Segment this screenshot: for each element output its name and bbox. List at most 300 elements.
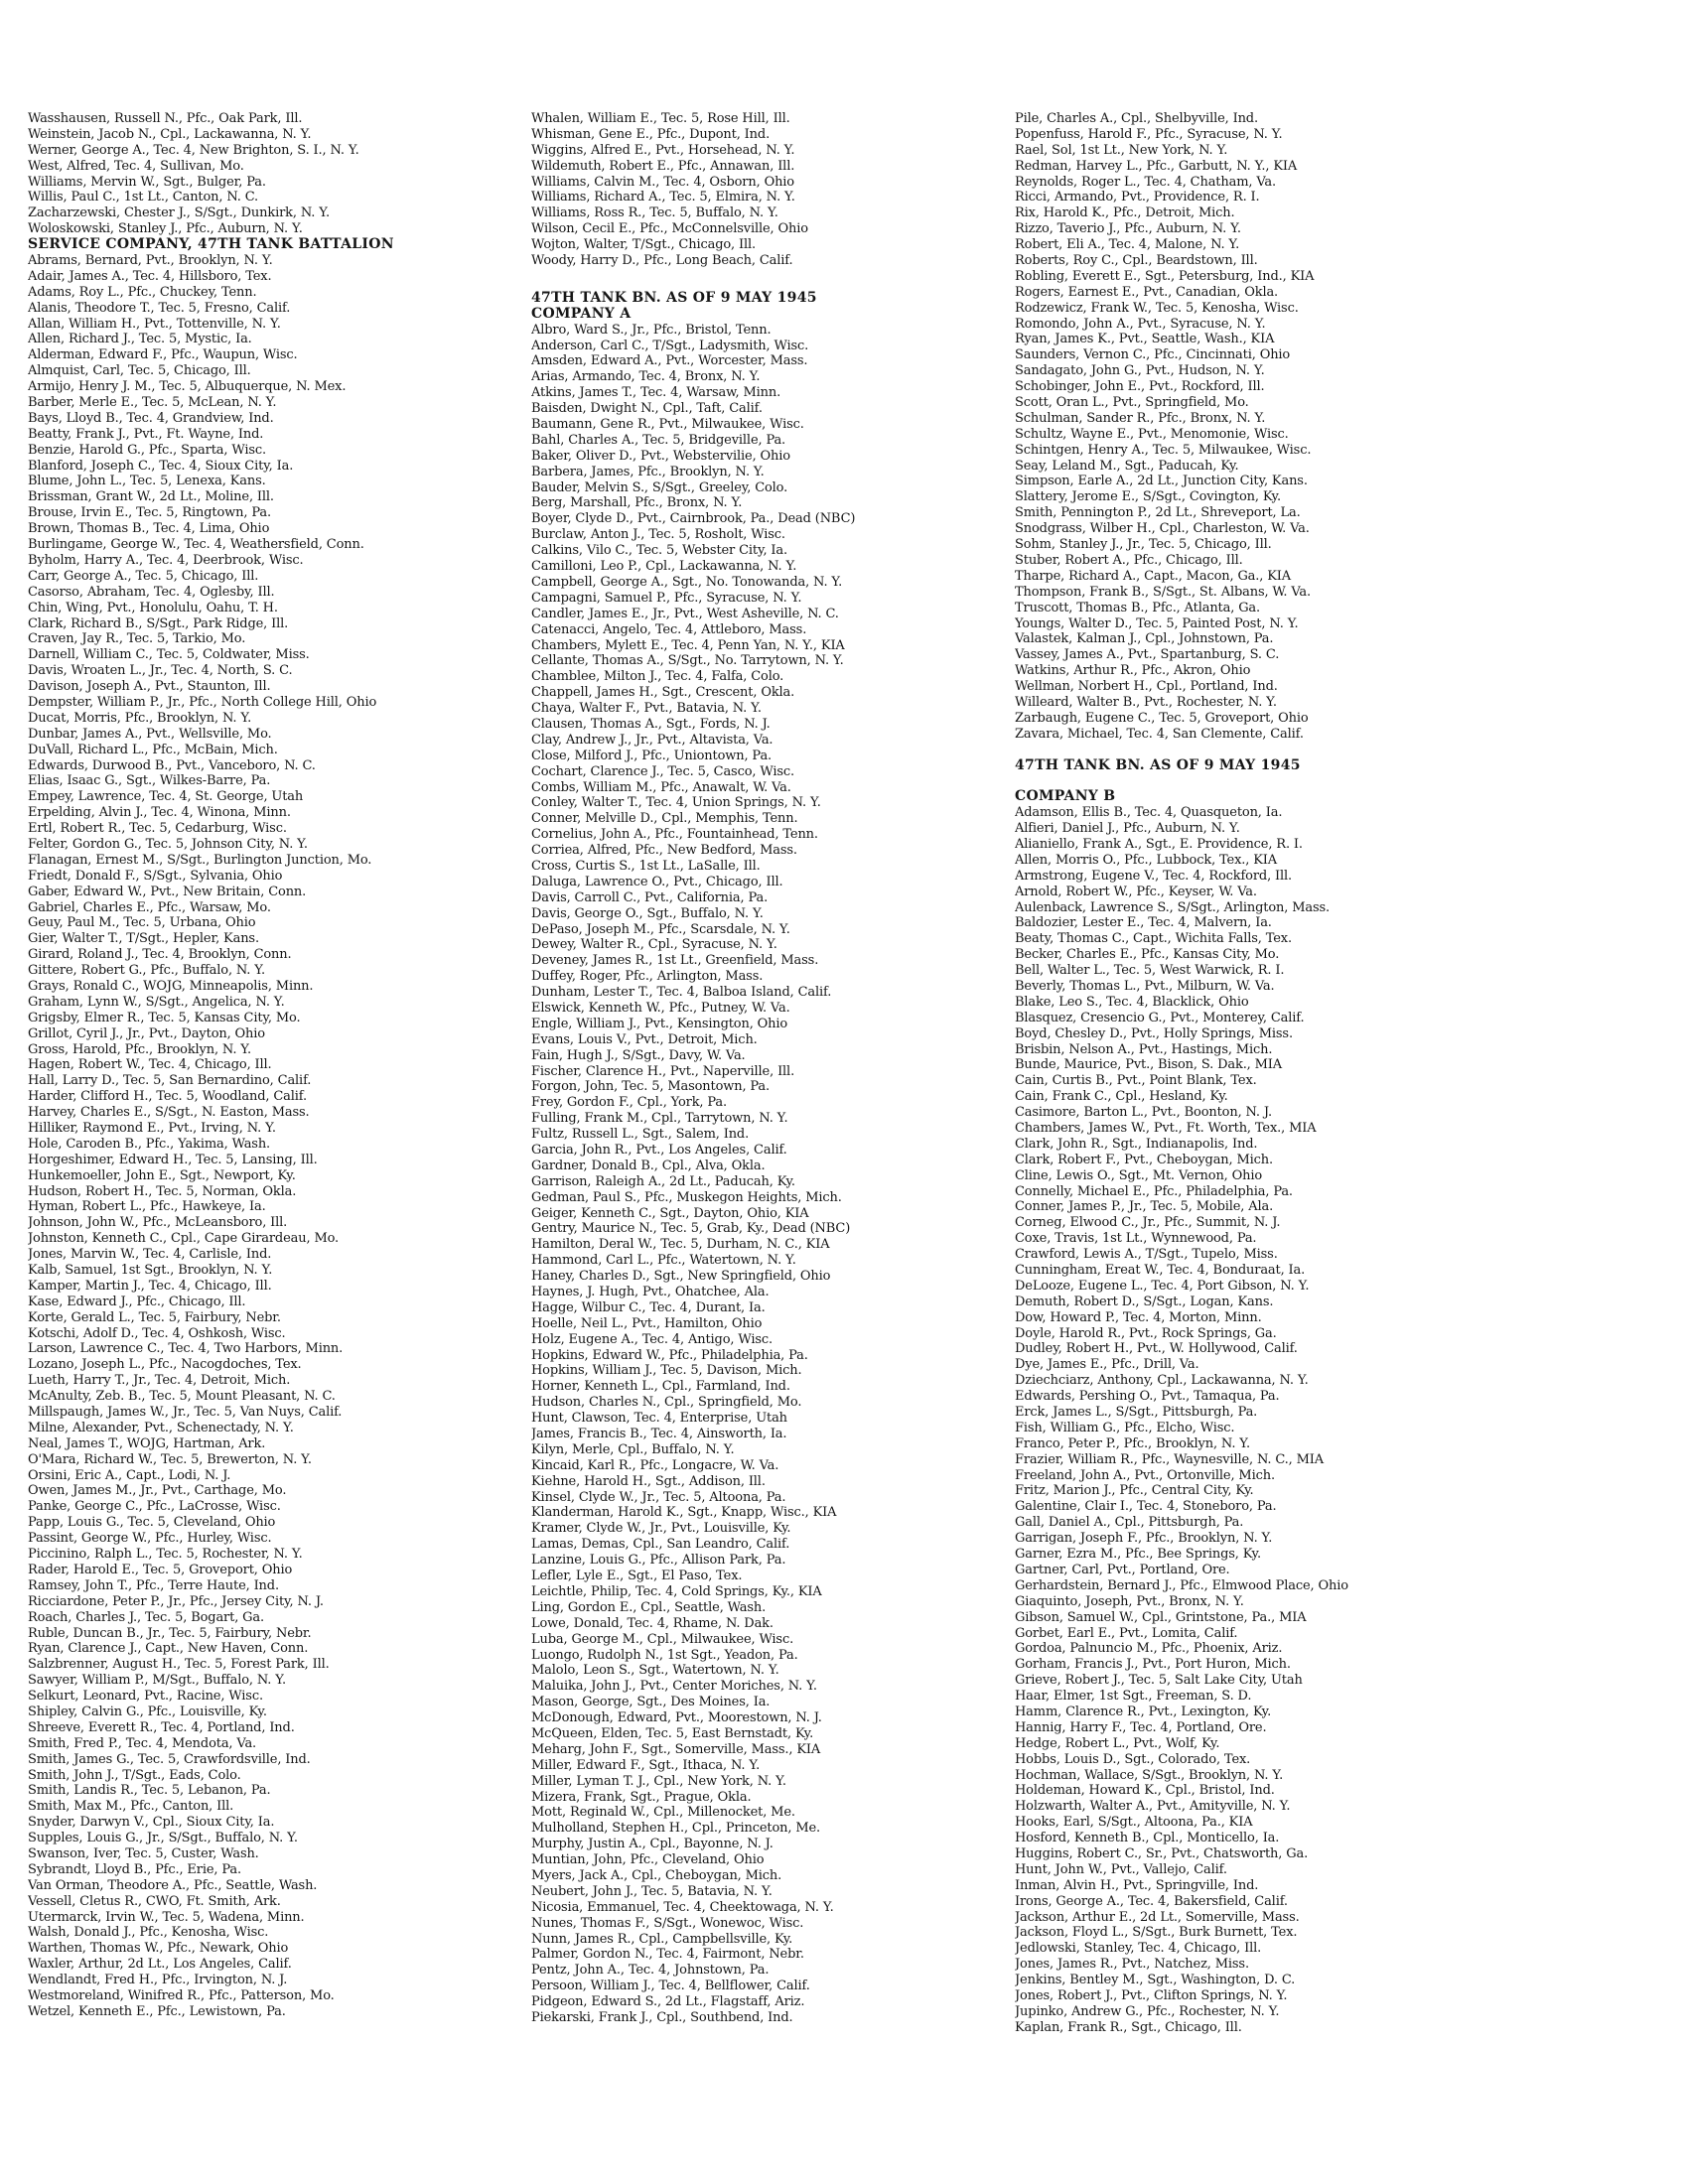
roster-entry: Van Orman, Theodore A., Pfc., Seattle, Wash.: [28, 1877, 318, 1893]
spacer: [1015, 773, 1481, 789]
roster-entry: Lanzine, Louis G., Pfc., Allison Park, Pa.: [531, 1553, 786, 1569]
roster-entry: Cain, Curtis B., Pvt., Point Blank, Tex.: [1015, 1073, 1257, 1089]
roster-entry: Hoelle, Neil L., Pvt., Hamilton, Ohio: [531, 1315, 763, 1331]
roster-entry: Schulman, Sander R., Pfc., Bronx, N. Y.: [1015, 410, 1266, 426]
roster-entry: Redman, Harvey L., Pfc., Garbutt, N. Y., KIA: [1015, 158, 1298, 174]
roster-entry: Valastek, Kalman J., Cpl., Johnstown, Pa.: [1015, 631, 1274, 647]
roster-entry: Wojton, Walter, T/Sgt., Chicago, Ill.: [531, 237, 756, 253]
roster-entry: Hannig, Harry F., Tec. 4, Portland, Ore.: [1015, 1719, 1267, 1735]
roster-entry: Ryan, Clarence J., Capt., New Haven, Conn.: [28, 1641, 309, 1657]
roster-entry: Armstrong, Eugene V., Tec. 4, Rockford, Ill.: [1015, 868, 1293, 884]
roster-entry: Saunders, Vernon C., Pfc., Cincinnati, Ohio: [1015, 347, 1291, 363]
section-heading-service-company: SERVICE COMPANY, 47TH TANK BATTALION: [28, 236, 394, 253]
roster-entry: Wildemuth, Robert E., Pfc., Annawan, Ill.: [531, 158, 795, 174]
roster-entry: Wasshausen, Russell N., Pfc., Oak Park, Ill.: [28, 111, 303, 126]
roster-entry: Coxe, Travis, 1st Lt., Wynnewood, Pa.: [1015, 1231, 1257, 1247]
roster-entry: Cline, Lewis O., Sgt., Mt. Vernon, Ohio: [1015, 1167, 1263, 1183]
roster-entry: Truscott, Thomas B., Pfc., Atlanta, Ga.: [1015, 600, 1261, 615]
roster-entry: Thompson, Frank B., S/Sgt., St. Albans, W. Va.: [1015, 584, 1311, 600]
roster-entry: Larson, Lawrence C., Tec. 4, Two Harbors, Minn.: [28, 1341, 344, 1357]
roster-entry: Werner, George A., Tec. 4, New Brighton, S. I., N. Y.: [28, 142, 359, 158]
roster-entry: Owen, James M., Jr., Pvt., Carthage, Mo.: [28, 1483, 287, 1499]
roster-entry: Nunn, James R., Cpl., Campbellsville, Ky.: [531, 1931, 793, 1947]
section-heading-company-a: COMPANY A: [531, 305, 632, 322]
roster-entry: Jones, Marvin W., Tec. 4, Carlisle, Ind.: [28, 1247, 272, 1263]
roster-entry: Evans, Louis V., Pvt., Detroit, Mich.: [531, 1031, 758, 1047]
roster-entry: Kramer, Clyde W., Jr., Pvt., Louisville, Ky.: [531, 1521, 791, 1537]
roster-entry: Grays, Ronald C., WOJG, Minneapolis, Minn.: [28, 978, 314, 994]
roster-entry: Davis, George O., Sgt., Buffalo, N. Y.: [531, 905, 764, 921]
roster-entry: Hammond, Carl L., Pfc., Watertown, N. Y.: [531, 1253, 796, 1269]
roster-entry: Boyd, Chesley D., Pvt., Holly Springs, Miss.: [1015, 1025, 1293, 1041]
roster-entry: Hobbs, Louis D., Sgt., Colorado, Tex.: [1015, 1751, 1251, 1767]
roster-entry: Mott, Reginald W., Cpl., Millenocket, Me.: [531, 1805, 795, 1821]
roster-entry: Dow, Howard P., Tec. 4, Morton, Minn.: [1015, 1309, 1262, 1325]
roster-entry: Woody, Harry D., Pfc., Long Beach, Calif.: [531, 253, 793, 269]
roster-entry: Ricci, Armando, Pvt., Providence, R. I.: [1015, 190, 1260, 205]
roster-entry: Luba, George M., Cpl., Milwaukee, Wisc.: [531, 1631, 794, 1647]
roster-entry: Ricciardone, Peter P., Jr., Pfc., Jersey City, N. J.: [28, 1593, 324, 1609]
roster-entry: Chin, Wing, Pvt., Honolulu, Oahu, T. H.: [28, 600, 278, 615]
roster-entry: Fischer, Clarence H., Pvt., Naperville, Ill.: [531, 1063, 795, 1079]
roster-entry: Shipley, Calvin G., Pfc., Louisville, Ky.: [28, 1704, 267, 1719]
roster-list-continued: [531, 111, 998, 269]
roster-entry: Hagen, Robert W., Tec. 4, Chicago, Ill.: [28, 1057, 272, 1073]
roster-entry: DeLooze, Eugene L., Tec. 4, Port Gibson, N. Y.: [1015, 1278, 1310, 1294]
roster-entry: Lueth, Harry T., Jr., Tec. 4, Detroit, Mich.: [28, 1373, 291, 1389]
roster-entry: Beverly, Thomas L., Pvt., Milburn, W. Va.: [1015, 978, 1275, 994]
roster-entry: Gardner, Donald B., Cpl., Alva, Okla.: [531, 1158, 766, 1173]
roster-entry: Grigsby, Elmer R., Tec. 5, Kansas City, Mo.: [28, 1010, 301, 1025]
roster-entry: Gartner, Carl, Pvt., Portland, Ore.: [1015, 1562, 1230, 1577]
roster-entry: Seay, Leland M., Sgt., Paducah, Ky.: [1015, 458, 1239, 474]
roster-entry: Whisman, Gene E., Pfc., Dupont, Ind.: [531, 126, 771, 142]
roster-entry: Blume, John L., Tec. 5, Lenexa, Kans.: [28, 474, 266, 489]
roster-entry: Smith, Max M., Pfc., Canton, Ill.: [28, 1799, 234, 1815]
roster-entry: Scott, Oran L., Pvt., Springfield, Mo.: [1015, 395, 1249, 411]
roster-entry: Almquist, Carl, Tec. 5, Chicago, Ill.: [28, 363, 251, 379]
roster-entry: Gorham, Francis J., Pvt., Port Huron, Mich.: [1015, 1657, 1291, 1673]
spacer: [1015, 743, 1481, 758]
roster-entry: Klanderman, Harold K., Sgt., Knapp, Wisc., KIA: [531, 1505, 837, 1521]
roster-entry: Cross, Curtis S., 1st Lt., LaSalle, Ill.: [531, 858, 761, 874]
roster-entry: Crawford, Lewis A., T/Sgt., Tupelo, Miss.: [1015, 1247, 1278, 1263]
roster-entry: Calkins, Vilo C., Tec. 5, Webster City, Ia.: [531, 543, 787, 559]
roster-entry: Bunde, Maurice, Pvt., Bison, S. Dak., MIA: [1015, 1057, 1283, 1073]
roster-entry: Swanson, Iver, Tec. 5, Custer, Wash.: [28, 1845, 259, 1861]
roster-entry: Holdeman, Howard K., Cpl., Bristol, Ind.: [1015, 1783, 1275, 1799]
roster-entry: Neal, James T., WOJG, Hartman, Ark.: [28, 1435, 266, 1451]
roster-entry: Miller, Edward F., Sgt., Ithaca, N. Y.: [531, 1757, 761, 1773]
roster-entry: Maluika, John J., Pvt., Center Moriches, N. Y.: [531, 1679, 817, 1695]
roster-entry: Empey, Lawrence, Tec. 4, St. George, Utah: [28, 789, 304, 805]
roster-entry: Alianiello, Frank A., Sgt., E. Providence, R. I.: [1015, 836, 1303, 852]
roster-entry: Dunbar, James A., Pvt., Wellsville, Mo.: [28, 726, 272, 742]
roster-entry: Adair, James A., Tec. 4, Hillsboro, Tex.: [28, 268, 272, 284]
roster-entry: Gier, Walter T., T/Sgt., Hepler, Kans.: [28, 931, 259, 947]
roster-entry: Catenacci, Angelo, Tec. 4, Attleboro, Mass.: [531, 621, 807, 637]
roster-entry: Adamson, Ellis B., Tec. 4, Quasqueton, Ia.: [1015, 805, 1283, 821]
roster-entry: Willis, Paul C., 1st Lt., Canton, N. C.: [28, 190, 259, 205]
section-heading-company-b: COMPANY B: [1015, 788, 1116, 805]
roster-list-company-a: [531, 323, 998, 2026]
roster-entry: Blasquez, Cresencio G., Pvt., Monterey, Calif.: [1015, 1010, 1305, 1025]
roster-entry: Daluga, Lawrence O., Pvt., Chicago, Ill.: [531, 874, 783, 889]
roster-entry: Cellante, Thomas A., S/Sgt., No. Tarrytown, N. Y.: [531, 653, 844, 669]
roster-entry: Becker, Charles E., Pfc., Kansas City, Mo.: [1015, 947, 1280, 963]
roster-entry: Warthen, Thomas W., Pfc., Newark, Ohio: [28, 1941, 289, 1957]
spacer: [531, 269, 998, 291]
roster-entry: Beatty, Frank J., Pvt., Ft. Wayne, Ind.: [28, 426, 264, 442]
roster-entry: Cornelius, John A., Pfc., Fountainhead, Tenn.: [531, 827, 818, 843]
roster-entry: Woloskowski, Stanley J., Pfc., Auburn, N. Y.: [28, 221, 303, 237]
roster-entry: Brouse, Irvin E., Tec. 5, Ringtown, Pa.: [28, 505, 271, 521]
roster-entry: Dye, James E., Pfc., Drill, Va.: [1015, 1357, 1199, 1373]
roster-entry: Gaber, Edward W., Pvt., New Britain, Conn.: [28, 884, 307, 899]
roster-entry: Barbera, James, Pfc., Brooklyn, N. Y.: [531, 464, 765, 479]
roster-entry: Korte, Gerald L., Tec. 5, Fairbury, Nebr.: [28, 1309, 281, 1325]
roster-entry: Clark, Robert F., Pvt., Cheboygan, Mich.: [1015, 1152, 1273, 1167]
roster-entry: Pile, Charles A., Cpl., Shelbyville, Ind.: [1015, 111, 1258, 126]
roster-entry: Bahl, Charles A., Tec. 5, Bridgeville, Pa.: [531, 432, 786, 448]
roster-entry: Girard, Roland J., Tec. 4, Brooklyn, Conn.: [28, 947, 292, 963]
roster-entry: Huggins, Robert C., Sr., Pvt., Chatsworth, Ga.: [1015, 1845, 1309, 1861]
roster-entry: Garner, Ezra M., Pfc., Bee Springs, Ky.: [1015, 1547, 1261, 1563]
roster-entry: Palmer, Gordon N., Tec. 4, Fairmont, Nebr.: [531, 1947, 804, 1963]
roster-entry: Sohm, Stanley J., Jr., Tec. 5, Chicago, Ill.: [1015, 537, 1272, 553]
roster-entry: Gross, Harold, Pfc., Brooklyn, N. Y.: [28, 1041, 252, 1057]
roster-entry: Gall, Daniel A., Cpl., Pittsburgh, Pa.: [1015, 1515, 1244, 1531]
roster-entry: Hunkemoeller, John E., Sgt., Newport, Ky.: [28, 1167, 296, 1183]
roster-entry: Pidgeon, Edward S., 2d Lt., Flagstaff, Ariz.: [531, 1994, 805, 2010]
roster-entry: Johnston, Kenneth C., Cpl., Cape Girardeau, Mo.: [28, 1231, 340, 1247]
roster-entry: Erpelding, Alvin J., Tec. 4, Winona, Minn.: [28, 805, 291, 821]
roster-entry: Rodzewicz, Frank W., Tec. 5, Kenosha, Wisc.: [1015, 300, 1299, 316]
roster-entry: Kilyn, Merle, Cpl., Buffalo, N. Y.: [531, 1441, 735, 1457]
roster-entry: Irons, George A., Tec. 4, Bakersfield, Calif.: [1015, 1893, 1288, 1909]
roster-entry: Chappell, James H., Sgt., Crescent, Okla.: [531, 685, 795, 701]
roster-entry: Clay, Andrew J., Jr., Pvt., Altavista, Va.: [531, 732, 774, 748]
roster-entry: Wellman, Norbert H., Cpl., Portland, Ind.: [1015, 679, 1278, 695]
roster-entry: Engle, William J., Pvt., Kensington, Ohio: [531, 1016, 788, 1031]
roster-entry: Kiehne, Harold H., Sgt., Addison, Ill.: [531, 1473, 766, 1489]
roster-entry: Conner, Melville D., Cpl., Memphis, Tenn.: [531, 811, 798, 827]
roster-entry: Wendlandt, Fred H., Pfc., Irvington, N. J.: [28, 1973, 288, 1988]
roster-entry: Schultz, Wayne E., Pvt., Menomonie, Wisc.: [1015, 426, 1289, 442]
roster-entry: Neubert, John J., Tec. 5, Batavia, N. Y.: [531, 1883, 773, 1899]
roster-entry: Holzwarth, Walter A., Pvt., Amityville, N. Y.: [1015, 1799, 1291, 1815]
roster-entry: Cochart, Clarence J., Tec. 5, Casco, Wisc.: [531, 763, 794, 779]
roster-entry: Gibson, Samuel W., Cpl., Grintstone, Pa., MIA: [1015, 1609, 1307, 1625]
roster-entry: Erck, James L., S/Sgt., Pittsburgh, Pa.: [1015, 1405, 1258, 1421]
roster-entry: Campbell, George A., Sgt., No. Tonowanda, N. Y.: [531, 574, 843, 590]
roster-entry: Elswick, Kenneth W., Pfc., Putney, W. Va.: [531, 1000, 790, 1016]
roster-entry: Snyder, Darwyn V., Cpl., Sioux City, Ia.: [28, 1815, 275, 1831]
roster-entry: Holz, Eugene A., Tec. 4, Antigo, Wisc.: [531, 1331, 773, 1347]
roster-column-2: [531, 111, 998, 2026]
roster-entry: Persoon, William J., Tec. 4, Bellflower, Calif.: [531, 1979, 810, 1994]
roster-entry: Albro, Ward S., Jr., Pfc., Bristol, Tenn.: [531, 322, 772, 338]
roster-entry: Fulling, Frank M., Cpl., Tarrytown, N. Y.: [531, 1111, 788, 1127]
roster-entry: Burclaw, Anton J., Tec. 5, Rosholt, Wisc.: [531, 527, 785, 543]
roster-entry: Lamas, Demas, Cpl., San Leandro, Calif.: [531, 1537, 790, 1553]
roster-column-1: [28, 111, 494, 2020]
roster-entry: Zavara, Michael, Tec. 4, San Clemente, Calif.: [1015, 726, 1304, 742]
roster-entry: Arias, Armando, Tec. 4, Bronx, N. Y.: [531, 369, 761, 385]
roster-entry: McDonough, Edward, Pvt., Moorestown, N. J.: [531, 1710, 822, 1726]
roster-entry: Shreeve, Everett R., Tec. 4, Portland, Ind.: [28, 1719, 295, 1735]
roster-entry: Bays, Lloyd B., Tec. 4, Grandview, Ind.: [28, 410, 274, 426]
roster-entry: Elias, Isaac G., Sgt., Wilkes-Barre, Pa.: [28, 773, 271, 789]
roster-entry: Jenkins, Bentley M., Sgt., Washington, D. C.: [1015, 1973, 1296, 1988]
roster-entry: Sandagato, John G., Pvt., Hudson, N. Y.: [1015, 363, 1265, 379]
section-heading-battalion-date: 47TH TANK BN. AS OF 9 MAY 1945: [531, 289, 817, 306]
roster-entry: Youngs, Walter D., Tec. 5, Painted Post, N. Y.: [1015, 615, 1299, 631]
roster-entry: Selkurt, Leonard, Pvt., Racine, Wisc.: [28, 1689, 263, 1705]
roster-entry: Brown, Thomas B., Tec. 4, Lima, Ohio: [28, 521, 270, 537]
roster-list-company-b: [1015, 805, 1481, 2035]
roster-entry: Allan, William H., Pvt., Tottenville, N. Y.: [28, 316, 281, 332]
roster-entry: Williams, Calvin M., Tec. 4, Osborn, Ohio: [531, 174, 794, 190]
roster-entry: Haynes, J. Hugh, Pvt., Ohatchee, Ala.: [531, 1285, 770, 1300]
roster-entry: Conley, Walter T., Tec. 4, Union Springs, N. Y.: [531, 795, 821, 811]
roster-entry: Harvey, Charles E., S/Sgt., N. Easton, Mass.: [28, 1105, 310, 1121]
roster-entry: Romondo, John A., Pvt., Syracuse, N. Y.: [1015, 316, 1266, 332]
roster-entry: Gorbet, Earl E., Pvt., Lomita, Calif.: [1015, 1625, 1238, 1641]
roster-entry: Jones, James R., Pvt., Natchez, Miss.: [1015, 1957, 1249, 1973]
roster-entry: Allen, Richard J., Tec. 5, Mystic, Ia.: [28, 332, 252, 347]
roster-entry: Blake, Leo S., Tec. 4, Blacklick, Ohio: [1015, 994, 1249, 1010]
roster-entry: Gordoa, Palnuncio M., Pfc., Phoenix, Ariz.: [1015, 1641, 1283, 1657]
roster-entry: Supples, Louis G., Jr., S/Sgt., Buffalo, N. Y.: [28, 1831, 298, 1846]
roster-entry: James, Francis B., Tec. 4, Ainsworth, Ia.: [531, 1427, 787, 1442]
roster-entry: Dewey, Walter R., Cpl., Syracuse, N. Y.: [531, 937, 777, 953]
roster-entry: Combs, William M., Pfc., Anawalt, W. Va.: [531, 779, 791, 795]
roster-entry: Rogers, Earnest E., Pvt., Canadian, Okla.: [1015, 284, 1279, 300]
roster-entry: Roach, Charles J., Tec. 5, Bogart, Ga.: [28, 1609, 264, 1625]
roster-entry: Pentz, John A., Tec. 4, Johnstown, Pa.: [531, 1963, 770, 1979]
roster-entry: Garcia, John R., Pvt., Los Angeles, Calif.: [531, 1143, 787, 1158]
roster-entry: Passint, George W., Pfc., Hurley, Wisc.: [28, 1531, 272, 1547]
roster-entry: Mason, George, Sgt., Des Moines, Ia.: [531, 1695, 771, 1710]
roster-entry: Clausen, Thomas A., Sgt., Fords, N. J.: [531, 716, 771, 732]
roster-entry: Flanagan, Ernest M., S/Sgt., Burlington Junction, Mo.: [28, 852, 372, 868]
roster-entry: Watkins, Arthur R., Pfc., Akron, Ohio: [1015, 663, 1251, 679]
roster-entry: Nunes, Thomas F., S/Sgt., Wonewoc, Wisc.: [531, 1915, 804, 1931]
roster-entry: Cain, Frank C., Cpl., Hesland, Ky.: [1015, 1089, 1228, 1105]
roster-entry: DePaso, Joseph M., Pfc., Scarsdale, N. Y.: [531, 921, 790, 937]
roster-entry: Dunham, Lester T., Tec. 4, Balboa Island, Calif.: [531, 985, 832, 1001]
roster-entry: Kase, Edward J., Pfc., Chicago, Ill.: [28, 1294, 246, 1309]
roster-entry: Rader, Harold E., Tec. 5, Groveport, Ohio: [28, 1562, 293, 1577]
roster-entry: Hamilton, Deral W., Tec. 5, Durham, N. C., KIA: [531, 1237, 830, 1253]
roster-entry: Chambers, James W., Pvt., Ft. Worth, Tex., MIA: [1015, 1121, 1317, 1136]
roster-entry: Kaplan, Frank R., Sgt., Chicago, Ill.: [1015, 2019, 1242, 2035]
roster-entry: Casimore, Barton L., Pvt., Boonton, N. J.: [1015, 1105, 1272, 1121]
roster-entry: Forgon, John, Tec. 5, Masontown, Pa.: [531, 1079, 771, 1095]
roster-entry: Frey, Gordon F., Cpl., York, Pa.: [531, 1095, 727, 1111]
roster-entry: McAnulty, Zeb. B., Tec. 5, Mount Pleasant, N. C.: [28, 1389, 336, 1405]
roster-entry: Giaquinto, Joseph, Pvt., Bronx, N. Y.: [1015, 1593, 1244, 1609]
roster-entry: West, Alfred, Tec. 4, Sullivan, Mo.: [28, 158, 244, 174]
roster-entry: Dempster, William P., Jr., Pfc., North College Hill, Ohio: [28, 694, 377, 710]
roster-entry: Berg, Marshall, Pfc., Bronx, N. Y.: [531, 495, 743, 511]
roster-entry: Freeland, John A., Pvt., Ortonville, Mich.: [1015, 1467, 1275, 1483]
roster-entry: Rizzo, Taverio J., Pfc., Auburn, N. Y.: [1015, 221, 1241, 237]
roster-entry: Demuth, Robert D., S/Sgt., Logan, Kans.: [1015, 1294, 1274, 1309]
roster-entry: Cunningham, Ereat W., Tec. 4, Bonduraat, Ia.: [1015, 1263, 1306, 1279]
roster-entry: Corriea, Alfred, Pfc., New Bedford, Mass.: [531, 843, 797, 859]
roster-entry: Vassey, James A., Pvt., Spartanburg, S. C.: [1015, 647, 1280, 663]
roster-entry: Ducat, Morris, Pfc., Brooklyn, N. Y.: [28, 710, 252, 726]
roster-entry: Kotschi, Adolf D., Tec. 4, Oshkosh, Wisc.: [28, 1325, 286, 1341]
roster-entry: Williams, Richard A., Tec. 5, Elmira, N. Y.: [531, 190, 795, 205]
roster-entry: Alanis, Theodore T., Tec. 5, Fresno, Calif.: [28, 300, 291, 316]
roster-entry: Haar, Elmer, 1st Sgt., Freeman, S. D.: [1015, 1689, 1252, 1705]
roster-entry: Barber, Merle E., Tec. 5, McLean, N. Y.: [28, 395, 277, 411]
roster-entry: Vessell, Cletus R., CWO, Ft. Smith, Ark.: [28, 1893, 281, 1909]
roster-entry: Papp, Louis G., Tec. 5, Cleveland, Ohio: [28, 1515, 276, 1531]
roster-entry: Edwards, Pershing O., Pvt., Tamaqua, Pa.: [1015, 1389, 1280, 1405]
roster-entry: Panke, George C., Pfc., LaCrosse, Wisc.: [28, 1499, 281, 1515]
roster-entry: Hilliker, Raymond E., Pvt., Irving, N. Y.: [28, 1121, 276, 1136]
roster-entry: Hunt, Clawson, Tec. 4, Enterprise, Utah: [531, 1411, 787, 1427]
roster-entry: Casorso, Abraham, Tec. 4, Oglesby, Ill.: [28, 584, 275, 600]
roster-entry: Carr, George A., Tec. 5, Chicago, Ill.: [28, 568, 259, 584]
roster-entry: Gedman, Paul S., Pfc., Muskegon Heights, Mich.: [531, 1189, 842, 1205]
roster-entry: Garrison, Raleigh A., 2d Lt., Paducah, Ky.: [531, 1173, 795, 1189]
roster-entry: Ramsey, John T., Pfc., Terre Haute, Ind.: [28, 1577, 279, 1593]
roster-entry: Aulenback, Lawrence S., S/Sgt., Arlington, Mass.: [1015, 899, 1330, 915]
roster-entry: Davis, Carroll C., Pvt., California, Pa.: [531, 889, 769, 905]
roster-entry: Utermarck, Irvin W., Tec. 5, Wadena, Minn.: [28, 1909, 305, 1925]
roster-entry: Milne, Alexander, Pvt., Schenectady, N. Y.: [28, 1420, 294, 1435]
roster-entry: Walsh, Donald J., Pfc., Kenosha, Wisc.: [28, 1925, 269, 1941]
roster-entry: Conner, James P., Jr., Tec. 5, Mobile, Ala.: [1015, 1199, 1274, 1215]
roster-entry: Williams, Ross R., Tec. 5, Buffalo, N. Y.: [531, 205, 778, 221]
roster-entry: Geuy, Paul M., Tec. 5, Urbana, Ohio: [28, 915, 256, 931]
roster-entry: Luongo, Rudolph N., 1st Sgt., Yeadon, Pa.: [531, 1647, 798, 1663]
roster-column-3: [1015, 111, 1481, 2036]
roster-entry: Hyman, Robert L., Pfc., Hawkeye, Ia.: [28, 1199, 266, 1215]
roster-entry: Ertl, Robert R., Tec. 5, Cedarburg, Wisc.: [28, 821, 287, 837]
roster-entry: Kinsel, Clyde W., Jr., Tec. 5, Altoona, Pa.: [531, 1489, 786, 1505]
roster-entry: Johnson, John W., Pfc., McLeansboro, Ill.: [28, 1215, 288, 1231]
roster-entry: Zacharzewski, Chester J., S/Sgt., Dunkirk, N. Y.: [28, 205, 330, 221]
roster-entry: Arnold, Robert W., Pfc., Keyser, W. Va.: [1015, 884, 1257, 899]
roster-entry: Fultz, Russell L., Sgt., Salem, Ind.: [531, 1127, 750, 1143]
roster-entry: Orsini, Eric A., Capt., Lodi, N. J.: [28, 1467, 231, 1483]
roster-entry: Reynolds, Roger L., Tec. 4, Chatham, Va.: [1015, 174, 1276, 190]
roster-entry: Simpson, Earle A., 2d Lt., Junction City, Kans.: [1015, 474, 1308, 489]
roster-entry: Sawyer, William P., M/Sgt., Buffalo, N. Y.: [28, 1673, 286, 1689]
roster-entry: Mulholland, Stephen H., Cpl., Princeton, Me.: [531, 1821, 821, 1837]
roster-list-company-a-continued: [1015, 111, 1481, 743]
roster-list-continued: [28, 111, 494, 237]
roster-entry: Hunt, John W., Pvt., Vallejo, Calif.: [1015, 1861, 1227, 1877]
roster-entry: Nicosia, Emmanuel, Tec. 4, Cheektowaga, N. Y.: [531, 1899, 834, 1915]
roster-entry: Rix, Harold K., Pfc., Detroit, Mich.: [1015, 205, 1235, 221]
roster-entry: Dziechciarz, Anthony, Cpl., Lackawanna, N. Y.: [1015, 1373, 1309, 1389]
roster-entry: Whalen, William E., Tec. 5, Rose Hill, Ill.: [531, 111, 790, 126]
roster-entry: Hagge, Wilbur C., Tec. 4, Durant, Ia.: [531, 1299, 766, 1315]
roster-entry: Rael, Sol, 1st Lt., New York, N. Y.: [1015, 142, 1228, 158]
roster-entry: Camilloni, Leo P., Cpl., Lackawanna, N. Y.: [531, 559, 797, 575]
roster-entry: Gerhardstein, Bernard J., Pfc., Elmwood Place, Ohio: [1015, 1577, 1348, 1593]
roster-entry: Lefler, Lyle E., Sgt., El Paso, Tex.: [531, 1569, 743, 1584]
roster-entry: Chambers, Mylett E., Tec. 4, Penn Yan, N. Y., KIA: [531, 637, 845, 653]
roster-entry: Snodgrass, Wilber H., Cpl., Charleston, W. Va.: [1015, 521, 1310, 537]
roster-entry: Baker, Oliver D., Pvt., Webstervilie, Ohio: [531, 448, 790, 464]
roster-entry: Wiggins, Alfred E., Pvt., Horsehead, N. Y.: [531, 142, 795, 158]
roster-entry: Roberts, Roy C., Cpl., Beardstown, Ill.: [1015, 253, 1258, 269]
roster-entry: Clark, John R., Sgt., Indianapolis, Ind.: [1015, 1136, 1258, 1152]
roster-entry: Westmoreland, Winifred R., Pfc., Patterson, Mo.: [28, 1987, 335, 2003]
roster-entry: Willeard, Walter B., Pvt., Rochester, N. Y.: [1015, 694, 1277, 710]
roster-entry: Wilson, Cecil E., Pfc., McConnelsville, Ohio: [531, 221, 808, 237]
roster-entry: Alfieri, Daniel J., Pfc., Auburn, N. Y.: [1015, 821, 1240, 837]
roster-entry: Stuber, Robert A., Pfc., Chicago, Ill.: [1015, 552, 1243, 568]
roster-entry: Garrigan, Joseph F., Pfc., Brooklyn, N. Y.: [1015, 1531, 1273, 1547]
roster-entry: Bauder, Melvin S., S/Sgt., Greeley, Colo.: [531, 479, 788, 495]
roster-entry: Jones, Robert J., Pvt., Clifton Springs, N. Y.: [1015, 1987, 1288, 2003]
roster-entry: Hopkins, William J., Tec. 5, Davison, Mich.: [531, 1363, 802, 1379]
roster-entry: Amsden, Edward A., Pvt., Worcester, Mass.: [531, 353, 808, 369]
roster-entry: Brisbin, Nelson A., Pvt., Hastings, Mich.: [1015, 1041, 1273, 1057]
roster-entry: Friedt, Donald F., S/Sgt., Sylvania, Ohio: [28, 868, 283, 884]
roster-entry: Schobinger, John E., Pvt., Rockford, Ill.: [1015, 379, 1265, 395]
roster-entry: Sybrandt, Lloyd B., Pfc., Erie, Pa.: [28, 1861, 241, 1877]
roster-entry: Hochman, Wallace, S/Sgt., Brooklyn, N. Y.: [1015, 1767, 1284, 1783]
roster-entry: Candler, James E., Jr., Pvt., West Asheville, N. C.: [531, 606, 839, 621]
roster-entry: Anderson, Carl C., T/Sgt., Ladysmith, Wisc.: [531, 338, 809, 353]
roster-entry: Craven, Jay R., Tec. 5, Tarkio, Mo.: [28, 631, 246, 647]
roster-entry: Fish, William G., Pfc., Elcho, Wisc.: [1015, 1420, 1235, 1435]
roster-entry: Davis, Wroaten L., Jr., Tec. 4, North, S. C.: [28, 663, 293, 679]
roster-entry: Meharg, John F., Sgt., Somerville, Mass., KIA: [531, 1741, 821, 1757]
roster-entry: Slattery, Jerome E., S/Sgt., Covington, Ky.: [1015, 489, 1282, 505]
roster-entry: Brissman, Grant W., 2d Lt., Moline, Ill.: [28, 489, 274, 505]
roster-entry: Smith, Fred P., Tec. 4, Mendota, Va.: [28, 1735, 257, 1751]
roster-entry: Robert, Eli A., Tec. 4, Malone, N. Y.: [1015, 237, 1240, 253]
roster-entry: Gentry, Maurice N., Tec. 5, Grab, Ky., Dead (NBC): [531, 1221, 851, 1237]
roster-entry: Baumann, Gene R., Pvt., Milwaukee, Wisc.: [531, 417, 804, 433]
roster-entry: Smith, Pennington P., 2d Lt., Shreveport, La.: [1015, 505, 1301, 521]
roster-entry: Duffey, Roger, Pfc., Arlington, Mass.: [531, 969, 764, 985]
roster-entry: Connelly, Michael E., Pfc., Philadelphia, Pa.: [1015, 1183, 1293, 1199]
roster-entry: Horgeshimer, Edward H., Tec. 5, Lansing, Ill.: [28, 1152, 318, 1167]
roster-entry: Schintgen, Henry A., Tec. 5, Milwaukee, Wisc.: [1015, 442, 1312, 458]
roster-entry: Grieve, Robert J., Tec. 5, Salt Lake City, Utah: [1015, 1673, 1303, 1689]
roster-entry: Popenfuss, Harold F., Pfc., Syracuse, N. Y.: [1015, 126, 1283, 142]
roster-entry: Hall, Larry D., Tec. 5, San Bernardino, Calif.: [28, 1073, 312, 1089]
roster-entry: Murphy, Justin A., Cpl., Bayonne, N. J.: [531, 1837, 774, 1852]
roster-entry: Malolo, Leon S., Sgt., Watertown, N. Y.: [531, 1663, 779, 1679]
roster-entry: Jackson, Floyd L., S/Sgt., Burk Burnett, Tex.: [1015, 1925, 1298, 1941]
roster-entry: Hudson, Charles N., Cpl., Springfield, Mo.: [531, 1395, 802, 1411]
roster-entry: Darnell, William C., Tec. 5, Coldwater, Miss.: [28, 647, 310, 663]
roster-entry: Williams, Mervin W., Sgt., Bulger, Pa.: [28, 174, 266, 190]
roster-entry: Lowe, Donald, Tec. 4, Rhame, N. Dak.: [531, 1615, 774, 1631]
roster-entry: Leichtle, Philip, Tec. 4, Cold Springs, Ky., KIA: [531, 1583, 822, 1599]
roster-entry: Ruble, Duncan B., Jr., Tec. 5, Fairbury, Nebr.: [28, 1625, 312, 1641]
roster-entry: Piekarski, Frank J., Cpl., Southbend, Ind.: [531, 2009, 793, 2025]
roster-entry: Bell, Walter L., Tec. 5, West Warwick, R. I.: [1015, 963, 1285, 979]
roster-entry: Abrams, Bernard, Pvt., Brooklyn, N. Y.: [28, 253, 273, 269]
roster-entry: Hudson, Robert H., Tec. 5, Norman, Okla.: [28, 1183, 297, 1199]
roster-entry: Smith, Landis R., Tec. 5, Lebanon, Pa.: [28, 1783, 271, 1799]
roster-entry: Hamm, Clarence R., Pvt., Lexington, Ky.: [1015, 1704, 1272, 1719]
